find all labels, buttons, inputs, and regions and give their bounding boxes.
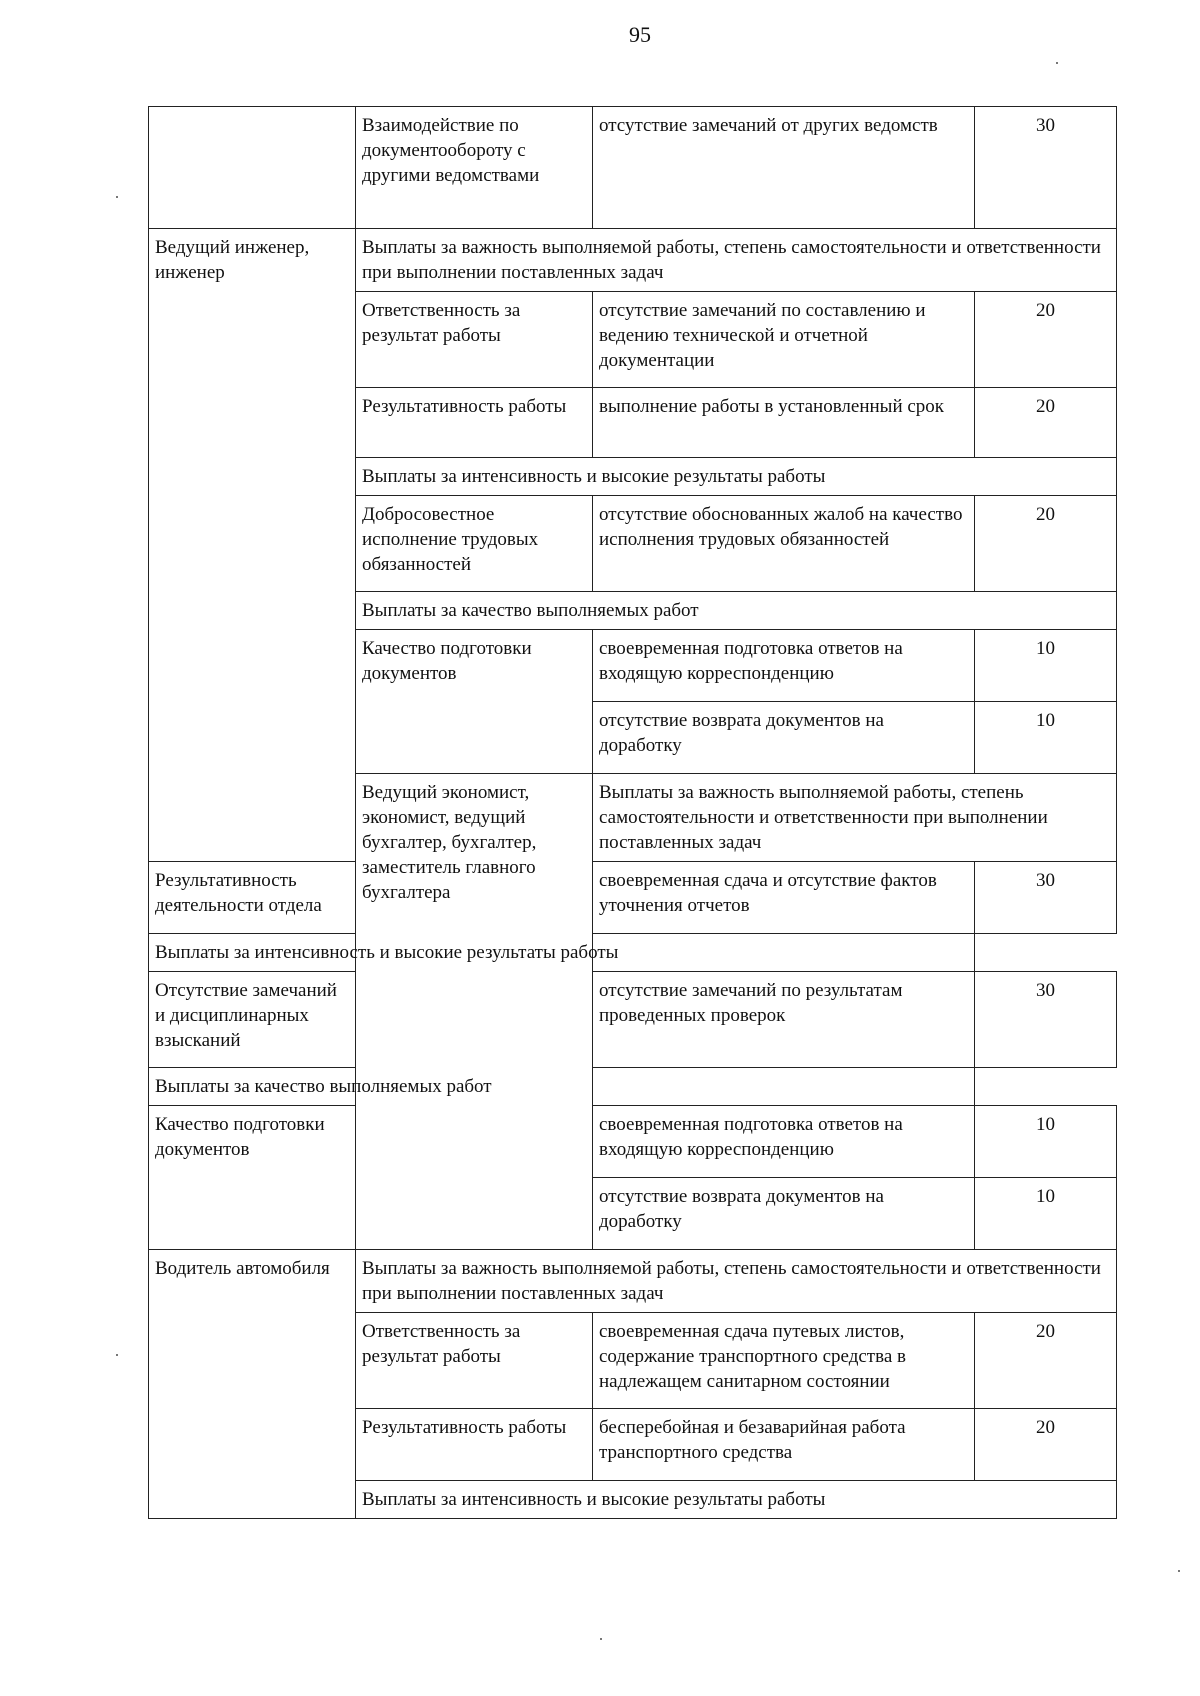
- points-cell: 10: [975, 1106, 1117, 1178]
- condition-cell: своевременная сдача и отсутствие фактов уточнения отчетов: [593, 862, 975, 934]
- condition-cell: выполнение работы в установленный срок: [593, 388, 975, 458]
- section-header: Выплаты за интенсивность и высокие результаты работы: [149, 934, 975, 972]
- page-number: 95: [629, 22, 651, 47]
- condition-cell: своевременная подготовка ответов на входящую корреспонденцию: [593, 630, 975, 702]
- criterion-cell: Добросовестное исполнение трудовых обязанностей: [356, 496, 593, 592]
- position-cell: Ведущий инженер, инженер: [149, 229, 356, 862]
- criterion-cell: Качество подготовки документов: [356, 630, 593, 774]
- table-row: [149, 972, 1117, 1068]
- condition-cell: отсутствие замечаний по результатам проведенных проверок: [593, 972, 975, 1068]
- scan-speck: [116, 196, 118, 198]
- points-cell: 20: [975, 292, 1117, 388]
- scan-speck: [600, 1638, 602, 1640]
- criterion-cell: Результативность деятельности отдела: [149, 862, 356, 934]
- table-row: [149, 934, 1117, 972]
- table-row: [149, 1068, 1117, 1106]
- condition-cell: своевременная подготовка ответов на входящую корреспонденцию: [593, 1106, 975, 1178]
- bonus-criteria-table: [148, 106, 1117, 1519]
- criterion-cell: Результативность работы: [356, 1409, 593, 1481]
- points-cell: 30: [975, 107, 1117, 229]
- scan-speck: [116, 1354, 118, 1356]
- position-cell: Водитель автомобиля: [149, 1250, 356, 1519]
- criterion-cell: Ответственность за результат работы: [356, 1313, 593, 1409]
- condition-cell: отсутствие возврата документов на доработку: [593, 1178, 975, 1250]
- condition-cell: отсутствие возврата документов на доработку: [593, 702, 975, 774]
- table-row: [149, 862, 1117, 934]
- points-cell: 10: [975, 1178, 1117, 1250]
- section-header: Выплаты за интенсивность и высокие результаты работы: [356, 1481, 1117, 1519]
- section-header: Выплаты за интенсивность и высокие результаты работы: [356, 458, 1117, 496]
- scan-speck: [1056, 62, 1058, 64]
- criterion-cell: Качество подготовки документов: [149, 1106, 356, 1250]
- section-header: Выплаты за важность выполняемой работы, степень самостоятельности и ответственности при выполнении поставленных задач: [593, 774, 1117, 862]
- table-row: [149, 1106, 1117, 1178]
- condition-cell: отсутствие замечаний от других ведомств: [593, 107, 975, 229]
- points-cell: 20: [975, 1409, 1117, 1481]
- table-row: [149, 229, 1117, 292]
- points-cell: 20: [975, 388, 1117, 458]
- points-cell: 30: [975, 862, 1117, 934]
- criterion-cell: Ответственность за результат работы: [356, 292, 593, 388]
- section-header: Выплаты за важность выполняемой работы, степень самостоятельности и ответственности при выполнении поставленных задач: [356, 229, 1117, 292]
- points-cell: 20: [975, 1313, 1117, 1409]
- table-row: [149, 1250, 1117, 1313]
- condition-cell: отсутствие обоснованных жалоб на качество исполнения трудовых обязанностей: [593, 496, 975, 592]
- points-cell: 20: [975, 496, 1117, 592]
- scan-speck: [1178, 1570, 1180, 1572]
- criterion-cell: Отсутствие замечаний и дисциплинарных взысканий: [149, 972, 356, 1068]
- condition-cell: бесперебойная и безаварийная работа транспортного средства: [593, 1409, 975, 1481]
- position-cell: Ведущий экономист, экономист, ведущий бухгалтер, бухгалтер, заместитель главного бухгалтера: [356, 774, 593, 1250]
- criterion-cell: Результативность работы: [356, 388, 593, 458]
- position-cell: [149, 107, 356, 229]
- table-row: [149, 107, 1117, 229]
- section-header: Выплаты за качество выполняемых работ: [356, 592, 1117, 630]
- points-cell: 10: [975, 630, 1117, 702]
- section-header: Выплаты за важность выполняемой работы, степень самостоятельности и ответственности при выполнении поставленных задач: [356, 1250, 1117, 1313]
- points-cell: 30: [975, 972, 1117, 1068]
- condition-cell: своевременная сдача путевых листов, содержание транспортного средства в надлежащем санитарном состоянии: [593, 1313, 975, 1409]
- points-cell: 10: [975, 702, 1117, 774]
- section-header: Выплаты за качество выполняемых работ: [149, 1068, 975, 1106]
- criterion-cell: Взаимодействие по документообороту с другими ведомствами: [356, 107, 593, 229]
- condition-cell: отсутствие замечаний по составлению и ведению технической и отчетной документации: [593, 292, 975, 388]
